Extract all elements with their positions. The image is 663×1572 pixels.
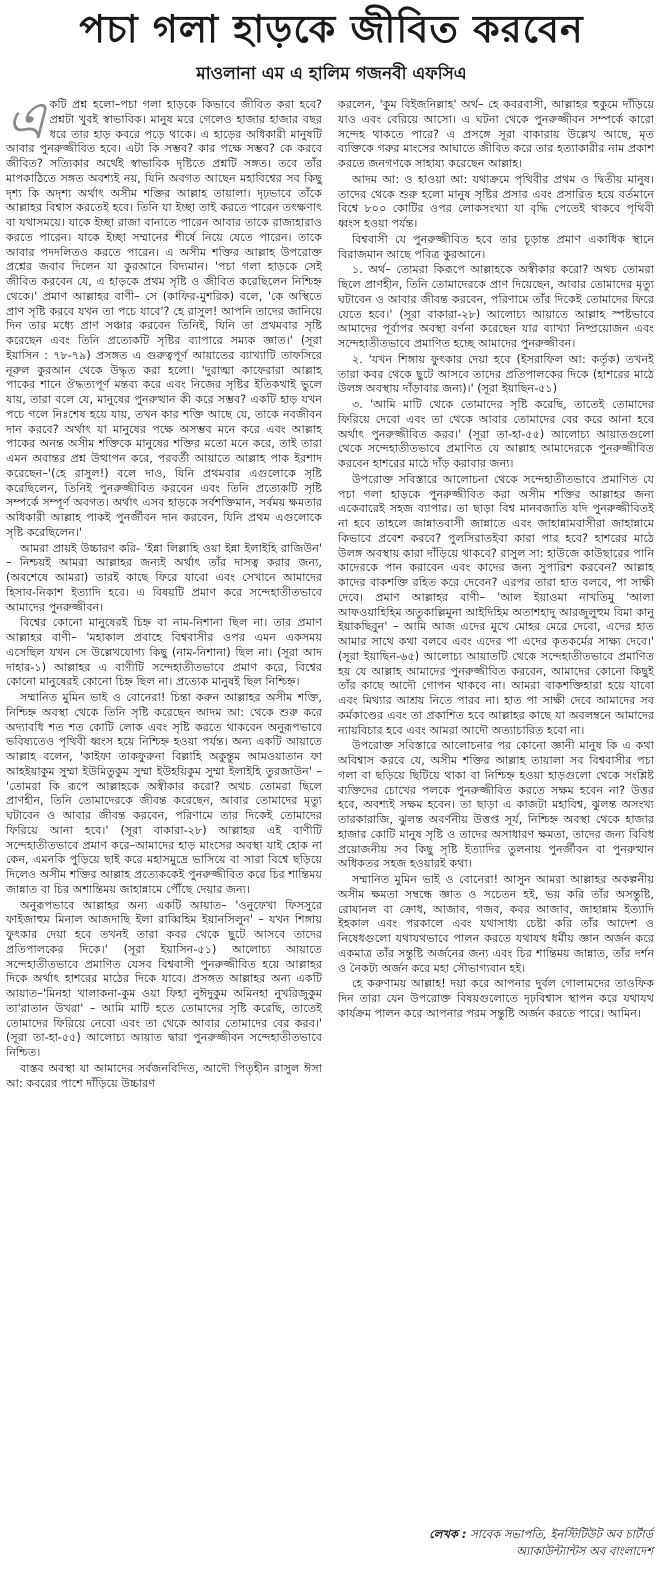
right-column — [338, 98, 654, 1023]
author-footer — [353, 1526, 653, 1560]
footer-line2: অ্যাকাউন্ট্যান্টস অব বাংলাদেশ — [515, 1544, 653, 1558]
paragraph: একটি প্রশ্ন হলো–পচা গলা হাড়কে কিভাবে জীবিত করা হবে? প্রশ্নটা খুবই স্বাভাবিক। মানুষ মরে গেলেও হাজার হাজার বছর ধরে তার হাড় কবরে পড়ে থাকে। এ হাড়ের অধিকারী মানুষটি আবার পুনরুজ্জীবিত হবে। এটা কি সম্ভব? কার পক্ষে সম্ভব? কে করবে জীবিত? সত্যিকার অর্থেই স্বাভাবিক দৃষ্টিতে প্রশ্নটি সঙ্গত। তবে তাঁর মাপকাঠিতে সঙ্গত অবশ্যই নয়, যিনি অবগত আছেন মহাবিশ্বের সব কিছু দৃশ্য কি অদৃশ্য অর্থাৎ অসীম শক্তির আল্লাহ তায়ালা। দৃঢ়ভাবে তাঁকে আল্লাহর বিশ্বাস করতেই হবে। তিনি যা ইচ্ছা তাই করতে পারেন তৎক্ষণাৎ বা যথাসময়ে। যাকে ইচ্ছা রাজা বানাতে পারেন আবার তাকে রাজ্যহারাও করতে পারেন। যাকে ইচ্ছা সম্মানের শীর্ষে নিয়ে যেতে পারেন। তাকে আবার পদদলিতও করতে পারেন। এ অসীম শক্তির আল্লাহ উপরোক্ত প্রশ্নের জবাব দিলেন যা কুরআনে বিদ্যমান। 'পচা গলা হাড়কে সেই জীবিত করবেন যে, এ হাড়কে প্রথম সৃষ্টি ও জীবিত করেছিলেন নিশ্চিহ্ন থেকে।' প্রমাণ আল্লাহর বাণী– সে (কাফির-মুশরিক) বলে, 'কে অস্থিতে প্রাণ সৃষ্টি করবে যখন তা পচে যাবে'? হে রাসুল! আপনি তাদের জানিয়ে দিন তার মধ্যে প্রাণ সঞ্চার করবেন তিনিই, যিনি তা প্রথমবার সৃষ্টি করেছেন এবং তিনি প্রত্যেকটি সৃষ্টির ব্যাপারে সম্যক জ্ঞাত।' (সূরা ইয়াসিন : ৭৮-৭৯) প্রসঙ্গত এ গুরুত্বপূর্ণ আয়াতের ব্যাখ্যাটি তাফসিরে নূরুল কুরআন থেকে উদ্ধৃত করা হলো। 'দুরাত্মা কাফেরারা আল্লাহ পাকের শানে ঔদ্ধত্যপূর্ণ মন্তব্য করে এবং নিজের সৃষ্টির ইতিকথাই ভুলে যায়, তারা বলে যে, মানুষের পুনরুত্থান কী করে সম্ভব? একটি হাড় যখন পচে গলে নিঃশেষ হয়ে যায়, তখন কার শক্তি আছে যে, তাকে নবজীবন দান করবে? অর্থাৎ যা মানুষের পক্ষে অসম্ভব মনে করে এবং আল্লাহ পাকের অনন্ত অসীম শক্তিকে মানুষের শক্তির মতো মনে করে, তাই তারা এমন অবান্তর প্রশ্ন উত্থাপন করে, পরবর্তী আয়াতে আল্লাহ পাক ইরশাদ করেছেন–'(হে রাসুল!) বলে দাও, যিনি প্রথমবার এগুলোকে সৃষ্টি করেছিলেন, তিনিই পুনরুজ্জীবিত করবেন এবং তিনি প্রত্যেকটি সৃষ্টি সম্পর্কে সম্পূর্ণ অবগত। অর্থাৎ এসব হাড়কে সর্বশক্তিমান, সর্বময় ক্ষমতার অধিকারী আল্লাহ পাকই পুনর্জীবন দান করবেন, যিনি প্রথম এগুলোকে সৃষ্টি করেছিলেন।' — [6, 91, 322, 539]
footer-label: লেখক : — [429, 1527, 467, 1541]
paragraph: সম্মানিত মুমিন ভাই ও বোনেরা! চিন্তা করুন আল্লাহর অসীম শক্তি, নিশ্চিহ্ন অবস্থা থেকে তিনি সৃষ্টি করেছেন আদম আ: থেকে শুরু করে অদ্যাবধি শত শত কোটি লোক এবং সৃষ্টি করতে থাকবেন অনুরূপভাবে ভবিষ্যতেও পৃথিবী ধ্বংস হয়ে নিশ্চিহ্ন হওয়া পর্যন্ত। অন্য একটি আয়াতে আল্লাহ বলেন, 'কাইফা তাকফুরুনা বিল্লাহি অকুন্তুম আমওয়াতান ফা আহইয়াকুম সুম্মা ইউমিতুকুম সুম্মা ইউহয়িকুম সুম্মা ইলাইহি তুরজাউন' – 'তোমরা কি রূপে আল্লাহকে অস্বীকার করো? অথচ তোমরা ছিলে প্রাণহীন, তিনি তোমাদেরকে জীবন্ত করেছেন, আবার তোমাদের মৃত্যু ঘটাবেন ও আবার জীবন্ত করবেন, পরিণামে তার দিকেই তোমাদের ফিরিয়ে আনা হবে।' (সূরা বাকারা-২৮) আল্লাহর এই বাণীটি সন্দেহাতীতভাবে প্রমাণ করে–আমাদের হাড় মাংসের অবস্থা যাই হোক না কেন, এমনকি পুড়িয়ে ছাই করে মহাসমুদ্রে ভাসিয়ে বা সারা বিশ্বে ছড়িয়ে দিলেও অসীম শক্তির আল্লাহ প্রত্যেককেই পুনরুজ্জীবিত করে চির শান্তিময় জান্নাত বা চির অশান্তিময় জাহান্নামে পৌঁছে দেয়ার জন্য। — [6, 691, 322, 896]
article-title: পচা গলা হাড়কে জীবিত করবেন — [79, 7, 584, 51]
paragraph: হে করুণাময় আল্লাহ! দয়া করে আপনার দুর্বল গোলামদের তাওফিক দিন তারা যেন উপরোক্ত বিষয়গুলোতে দৃঢ়বিশ্বাস স্থাপন করে যথাযথ কার্যক্রম পালন করে আপনার পরম সন্তুষ্টি অর্জন করতে পারে। আমিন। — [338, 977, 654, 1020]
paragraph: করলেন, 'কুম বিইজনিল্লাহ' অর্থ– হে কবরবাসী, আল্লাহর হুকুমে দাঁড়িয়ে যাও এবং বেরিয়ে আসো। এ ঘটনা থেকে পুনরুজ্জীবন সম্পর্কে কারো সন্দেহ থাকতে পারে? এ প্রসঙ্গে সূরা বাকারায় উল্লেখ আছে, মৃত ব্যক্তিকে গরুর মাংসের আঘাতে জীবিত করে তার হত্যাকারীর নাম প্রকাশ করতে জনগণকে সাহায্য করেছেন আল্লাহ। — [338, 98, 654, 170]
paragraph: ১. অর্থ– তোমরা কিরূপে আল্লাহকে অস্বীকার করো? অথচ তোমরা ছিলে প্রাণহীন, তিনি তোমাদেরকে প্রাণ দিয়েছেন, আবার তোমাদের মৃত্যু ঘটাবেন ও আবার জীবন্ত করবেন, পরিণামে তাঁর দিকেই তোমাদের ফিরে যেতে হবে।' (সূরা বাকারা-২৮) আলোচ্য আয়াতে আল্লাহ স্পষ্টভাবে আমাদের পূর্বাপর অবস্থা বর্ণনা করেছেন যার ব্যাখ্যা নিষ্প্রয়োজন এবং সন্দেহাতীতভাবে প্রমাণিত হচ্ছে আমাদের পুনরুজ্জীবন। — [338, 263, 654, 350]
paragraph: অনুরূপভাবে আল্লাহর অন্য একটি আয়াত– 'ওনুফেখা ফিসসুরে ফাইজাহুম মিনাল আজদাছি ইলা রাব্বিহিম ইয়ানসিলুন' – যখন শিঙ্গায় ফুৎকার দেয়া হবে তখনই তারা কবর থেকে ছুটে আসবে তাদের প্রতিপালকের দিকে।' (সূরা ইয়াসিন-৫১) আলোচ্য আয়াতে সন্দেহাতীতভাবে প্রমাণিত যেসব বিশ্ববাসী পুনরুজ্জীবিত হয়ে আল্লাহর দিকে অর্থাৎ হাশরের মাঠের দিকে যাবে। প্রসঙ্গত আল্লাহর অন্য একটি আয়াত–'মিনহা খালাকনা-কুম ওয়া ফিহা নুঈদুকুম অমিনহা নুখরিজুকুম তা'রাতান উখরা' – আমি মাটি হতে তোমাদের সৃষ্টি করেছি, তাতেই তোমাদের ফিরিয়ে নেবো এবং তা থেকে আবার তোমাদের বের করব।' (সূরা তা-হা-৫৫) আলোচ্য আয়াত দ্বারা পুনরুজ্জীবন সন্দেহাতীতভাবে নিশ্চিত। — [6, 898, 322, 1059]
paragraph: আমরা প্রায়ই উচ্চারণ করি- 'ইন্না লিল্লাহি ওয়া ইন্না ইলাইহি রাজিউন' – নিশ্চয়ই আমরা আল্লাহর জন্যই অর্থাৎ তাঁর দাসত্ব করার জন্য, (অবশেষে আমরা) তারই কাছে ফিরে যাবো এবং সেখানে আমাদের হিসাব-নিকাশ ইত্যাদি হবে। এ বিষয়টি প্রমাণ করে সন্দেহাতীতভাবে আমাদের পুনরুজ্জীবন। — [6, 541, 322, 614]
paragraph: ২. 'যখন শিঙ্গায় ফুৎকার দেয়া হবে (ইসরাফিল আ: কর্তৃক) তখনই তারা কবর থেকে ছুটে আসবে তাদের প্রতিপালকের দিকে (হাশরের মাঠে উলঙ্গ অবস্থায় দাঁড়াবার জন্য)।' (সূরা ইয়াছিন-৫১) — [338, 352, 654, 396]
paragraph: ৩. 'আমি মাটি থেকে তোমাদের সৃষ্টি করেছি, তাতেই তোমাদের ফিরিয়ে দেবো এবং তা থেকে আবার তোমাদের বের করে আনা হবে অর্থাৎ পুনরুজ্জীবিত করব।' (সূরা তা-হা-৫৫) আলোচ্য আয়াতগুলো থেকে সন্দেহাতীতভাবে প্রমাণিত যে আল্লাহ আমাদেরকে পুনরুজ্জীবিত করবেন হাশরের মাঠে দাঁড় করাবার জন্য। — [338, 398, 654, 470]
paragraph: উপরোক্ত সবিস্তারে আলোচনা থেকে সন্দেহাতীতভাবে প্রমাণিত যে পচা গলা হাড়কে পুনরুজ্জীবিত করা অসীম শক্তির আল্লাহর জন্য একেবারেই সহজ ব্যাপার। তা ছাড়া বিশ্ব মানবজাতি যদি পুনরুজ্জীবিতই না হবে তাহলে জান্নাতবাসী জান্নাতে এবং জাহান্নামবাসীরা জাহান্নামে কিভাবে প্রবেশ করবে? পুলসিরাতইবা কারা পার হবে? হাশরের মাঠে উলঙ্গ অবস্থায় কারা দাঁড়িয়ে থাকবে? রাসুল সা: হাউজে কাউছারের পানি কাদেরকে পান করাবেন এবং কাদের জন্য সুপারিশ করবেন? আল্লাহ কাদের বাকশক্তি রহিত করে দেবেন? এরপর তারা হাত বলবে, পা সাক্ষী দেবে। প্রমাণ আল্লাহর বাণী– 'আল ইয়াওমা নাখতিমু 'আলা আফওয়াহিহিম অতুকাল্লিমুনা আইদিহিম অতাশহাদু আরজুলুহুম বিমা কানু ইয়াকছিবুন' – আমি আজ এদের মুখে মোহর মেরে দেবো, এদের হাত আমার সাথে কথা বলবে এবং এদের পা এদের কৃতকর্মের সাক্ষ্য দেবে।' (সূরা ইয়াছিন-৬৫) আলোচ্য আয়াতটি থেকে সন্দেহাতীতভাবে প্রমাণিত হয় যে আল্লাহ আমাদের পুনরুজ্জীবিত করবেন, আমাদের কোনো কিছুই তাঁর কাছে আদৌ গোপন থাকবে না। আমরা বাকশক্তিহারা হয়ে যাবো এবং মিথ্যার আশ্রয় নিতে পারব না। হাত পা সাক্ষী দেবে আমাদের সব কর্মকাণ্ডের এবং তা প্রকাশিত হবে আল্লাহর কাছে যা অবলম্বনে আমাদের ন্যায়বিচার হবে এবং আমরা আদৌ অত্যাচারিত হবো না। — [338, 472, 654, 737]
paragraph: বিশ্ববাসী যে পুনরুজ্জীবিত হবে তার চূড়ান্ত প্রমাণ একাধিক স্থানে বিরাজমান আছে পবিত্র কুরআনে। — [338, 232, 654, 261]
paragraph: সম্মানিত মুমিন ভাই ও বোনেরা! আসুন আমরা আল্লাহর অকল্পনীয় অসীম ক্ষমতা সম্বন্ধে জ্ঞাত ও সচেতন হই, ভয় করি তাঁর অসন্তুষ্টি, রোযানল বা ক্রোধ, আজাব, গজব, কবর আজাব, জাহান্নাম ইত্যাদি ইহকাল এবং পরকালে এবং যথাসাধ্য চেষ্টা করি তাঁর আদেশ ও নিষেধগুলো যথাযথভাবে পালন করতে যথাযথ ধর্মীয় জ্ঞান অর্জন করে একমাত্র তাঁর সন্তুষ্টি অর্জনের জন্য এবং চির শান্তিময় জান্নাত, তাঁর দর্শন ও নৈকট্য অর্জন করে মহা সৌভাগ্যবান হই। — [338, 873, 654, 975]
paragraph: বিশ্বের কোনো মানুষেরই চিহ্ন বা নাম-নিশানা ছিল না। তার প্রমাণ আল্লাহর বাণী– 'মহাকাল প্রবাহে বিশ্ববাসীর ওপর এমন একসময় এসেছিল যখন সে উল্লেখযোগ্য কিছু (নাম-নিশানা) ছিল না। (সূরা আদ দাহার-১) আল্লাহর এ বাণীটি সন্দেহাতীতভাবে প্রমাণ করে, বিশ্বের কোনো মানুষেরই কোনো চিহ্ন ছিল না। প্রত্যেক মানুষই ছিল নিশ্চিহ্ন। — [6, 616, 322, 689]
footer-line — [353, 1526, 653, 1543]
paragraph: আদম আ: ও হাওয়া আ: যথাক্রমে পৃথিবীর প্রথম ও দ্বিতীয় মানুষ। তাদের থেকে শুরু হলো মানুষ সৃষ্টির প্রসার এবং প্রসারিত হয়ে বর্তমানে বিশ্বে ৮০০ কোটির ওপর লোকসংখ্যা যা বৃদ্ধি পেতেই থাকবে পৃথিবী ধ্বংস হওয়া পর্যন্ত। — [338, 172, 654, 230]
paragraph: উপরোক্ত সবিস্তারে আলোচনার পর কোনো জ্ঞানী মানুষ কি এ কথা অবিশ্বাস করবে যে, অসীম শক্তির আল্লাহ তায়ালা সব বিশ্ববাসীর পচা গলা বা ছড়িয়ে ছিটিয়ে থাকা বা নিশ্চিহ্ন হওয়া হাড়গুলো থেকে সংশ্লিষ্ট ব্যক্তিদের চোখের পলকে পুনরুজ্জীবিত করতে সক্ষম হবেন না? উত্তর হবে, অবশ্যই সক্ষম হবেন। তা ছাড়া এ কাজটা মহাবিশ্ব, ঝুলন্ত অসংখ্য তারকারাজি, ঝুলন্ত অবর্ণনীয় উত্তপ্ত সূর্য, নিশ্চিহ্ন অবস্থা থেকে হাজার হাজার কোটি মানুষ সৃষ্টি ও তাদের অসাধারণ ক্ষমতা, তাদের জন্য বিবিধ প্রয়োজনীয় সব কিছু সৃষ্টি ইত্যাদির তুলনায় পুনর্জীবন বা পুনরুত্থান অধিকতর সহজ হওয়ারই কথা। — [338, 739, 654, 871]
left-column — [6, 91, 322, 1092]
drop-cap: এ — [6, 91, 46, 151]
author-byline: মাওলানা এম এ হালিম গজনবী এফসিএ — [196, 64, 467, 84]
footer-line1: সাবেক সভাপতি, ইনস্টিটিউট অব চার্টার্ড — [470, 1527, 653, 1541]
paragraph: বাস্তব অবস্থা যা আমাদের সর্বজনবিদিত, আদৌ পিতৃহীন রাসুল ঈসা আ: কবরের পাশে দাঁড়িয়ে উচ্চারণ — [6, 1061, 322, 1090]
